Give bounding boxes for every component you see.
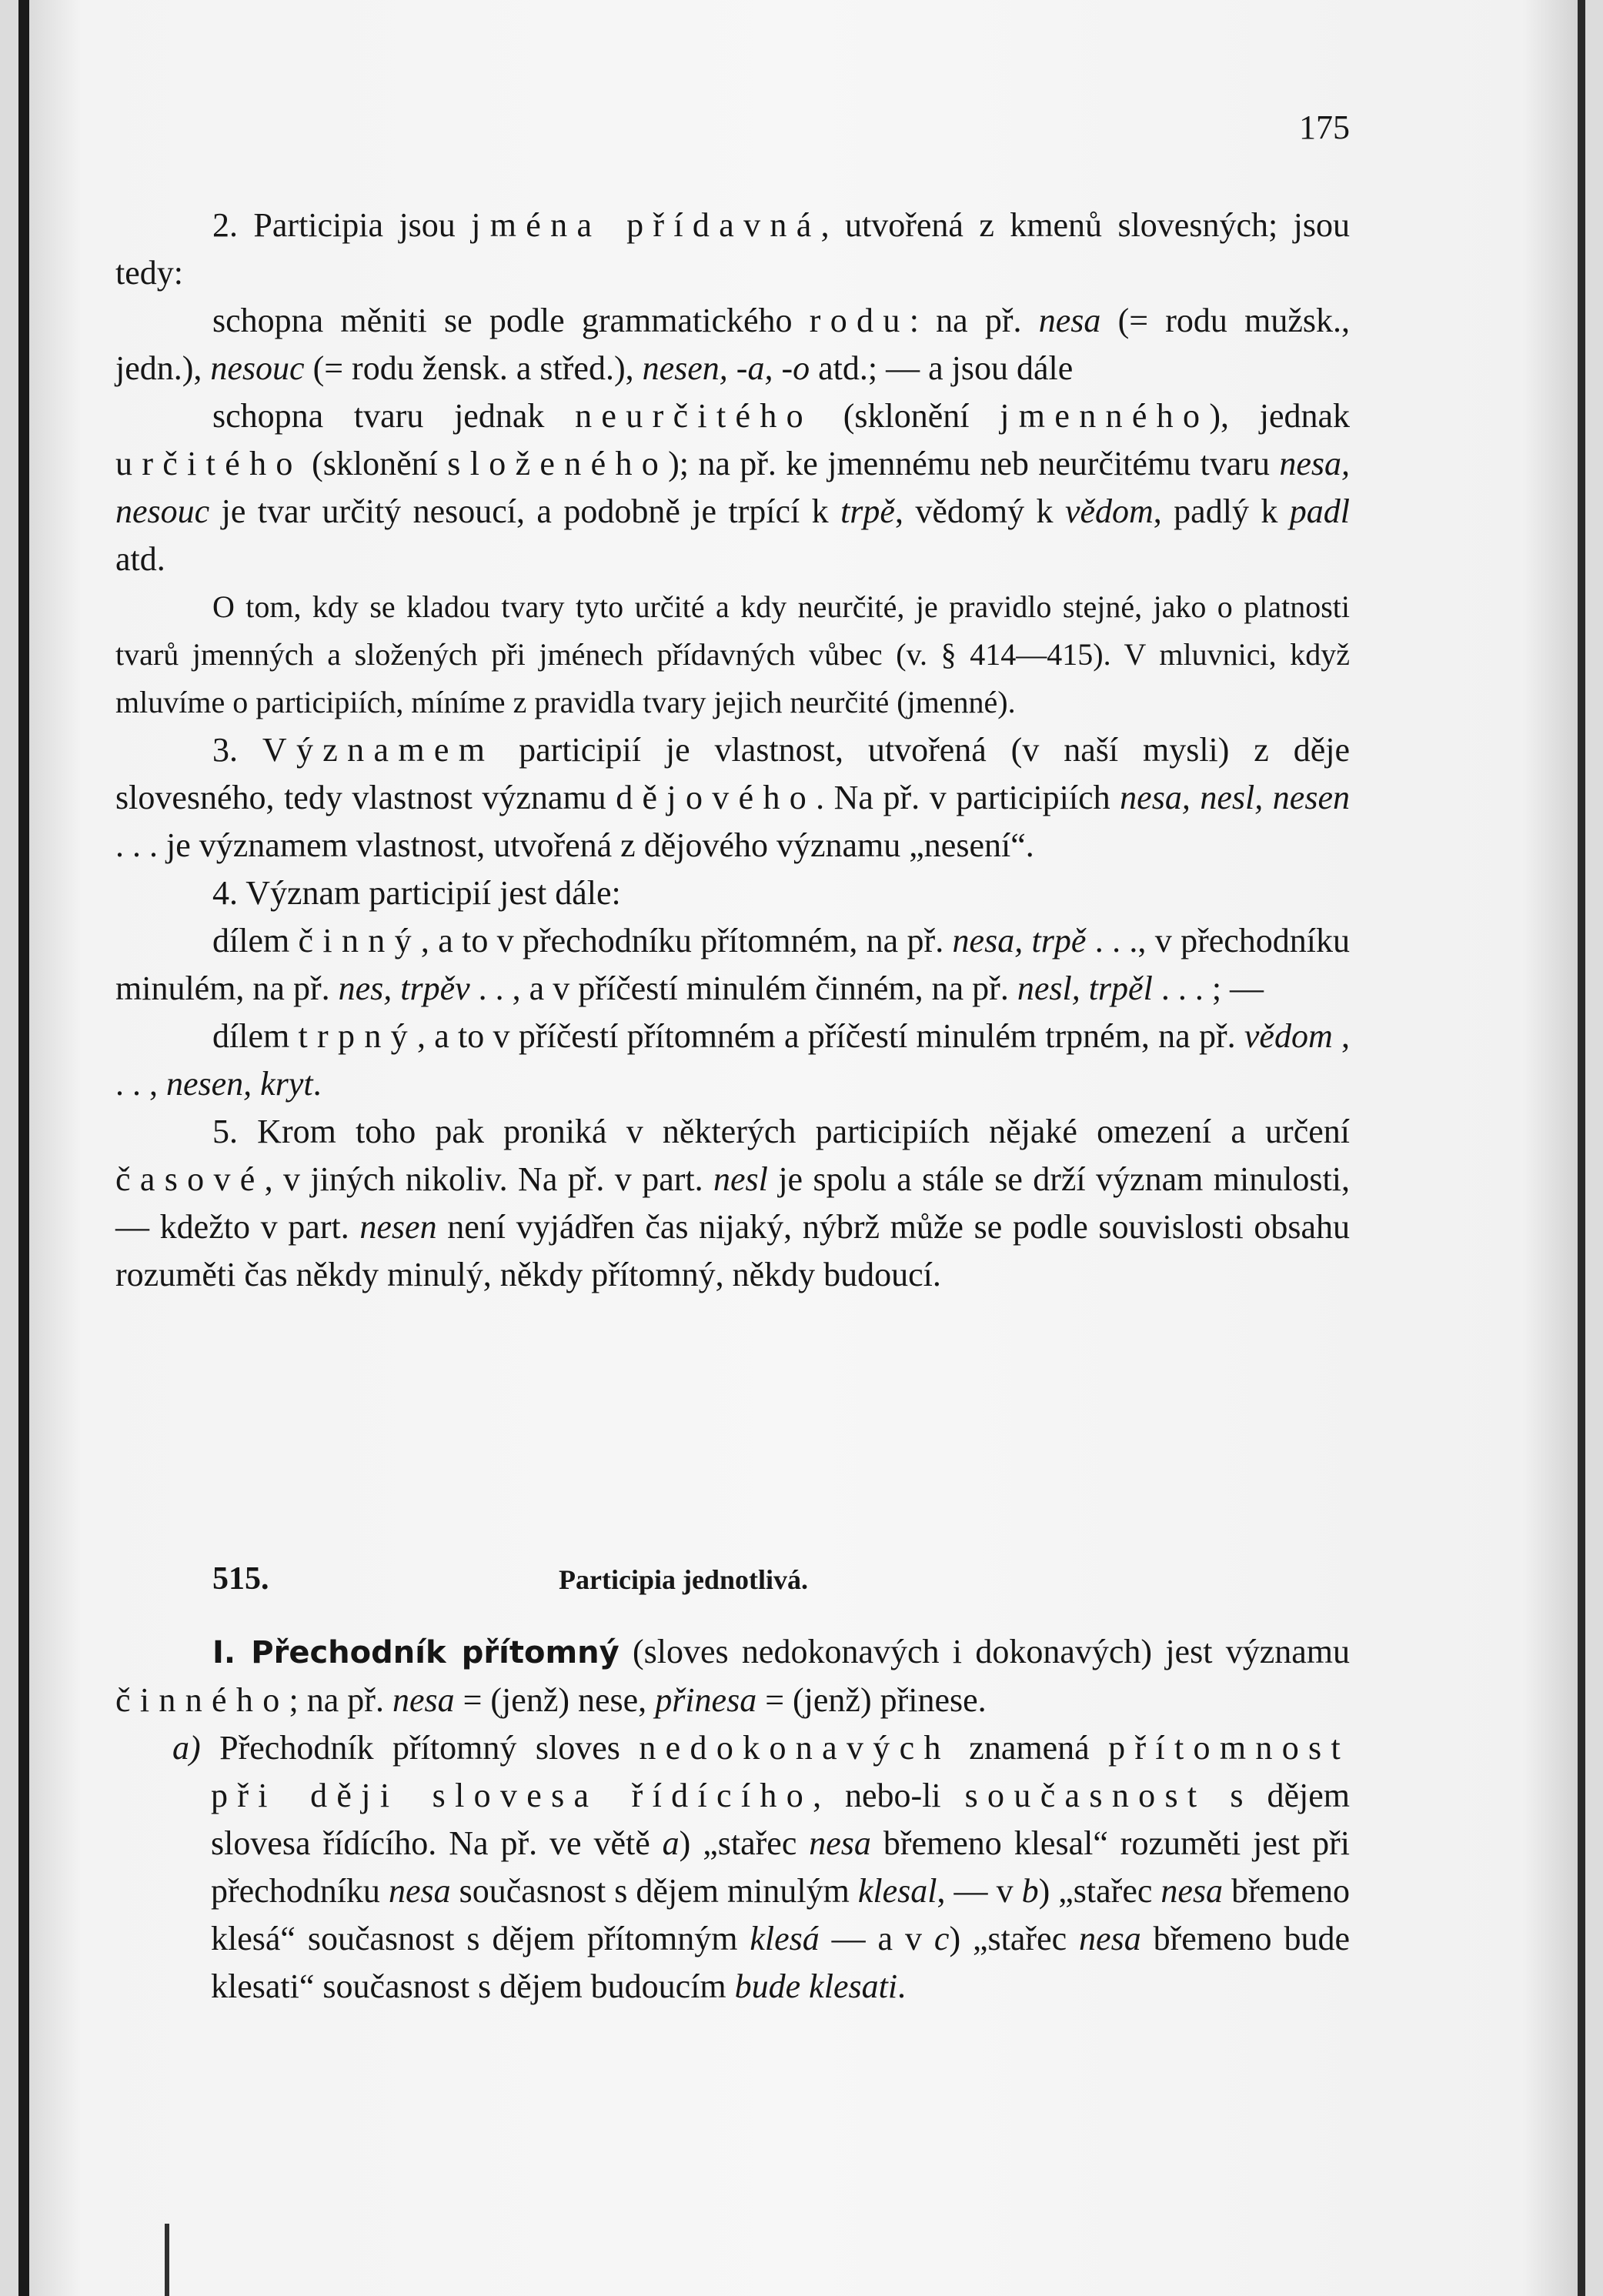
- page-number: 175: [1299, 108, 1350, 146]
- scan-edge-bottom: [165, 2224, 169, 2296]
- paragraph-i: I. Přechodník přítomný (sloves nedokonavých i dokonavých) jest významu činného; na př. nesa = (jenž) nese, přinesa = (jenž) přinese.: [115, 1633, 1351, 1719]
- scan-edge-left: [18, 0, 29, 2296]
- paragraph-a: a) Přechodník přítomný sloves nedokonavých znamená přítomnost při ději slovesa řídícího, nebo-li současnost s dějem slovesa řídícího. Na př. ve větě a) „stařec nesa břemeno klesal“ rozuměti jest při přechodníku nesa současnost s dějem minulým klesal, — v b) „stařec nesa břemeno klesá“ současnost s dějem přítomným klesá — a v c) „stařec nesa břemeno bude klesati“ současnost s dějem budoucím bude klesati.: [172, 1729, 1351, 2005]
- scan-edge-right: [1578, 0, 1585, 2296]
- paragraph-2-line-2: schopna tvaru jednak neurčitého (sklonění jmenného), jednak určitého (sklonění složeného); na př. ke jmennému neb neurčitému tvaru nesa, nesouc je tvar určitý nesoucí, a podobně je trpící k trpě, vědomý k vědom, padlý k padl atd.: [115, 397, 1351, 578]
- section-1-text: [115, 202, 1350, 1299]
- paragraph-3: 3. Významem participií je vlastnost, utvořená (v naší mysli) z děje slovesného, tedy vlastnost významu dějového. Na př. v participiích nesa, nesl, nesen . . . je významem vlastnost, utvořená z dějového významu „nesení“.: [115, 731, 1351, 864]
- paragraph-4: 4. Význam participií jest dále:: [212, 874, 621, 912]
- section-number: 515.: [212, 1561, 269, 1597]
- paragraph-5: 5. Krom toho pak proniká v některých participiích nějaké omezení a určení časové, v jiných nikoliv. Na př. v part. nesl je spolu a stále se drží význam minulosti, — kdežto v part. nesen není vyjádřen čas nijaký, nýbrž může se podle souvislosti obsahu rozuměti čas někdy minulý, někdy přítomný, někdy budoucí.: [115, 1113, 1350, 1293]
- paragraph-4-line-1: dílem činný, a to v přechodníku přítomném, na př. nesa, trpě . . ., v přechodníku minulém, na př. nes, trpěv . . , a v příčestí minulém činném, na př. nesl, trpěl . . . ; —: [115, 922, 1351, 1007]
- note-paragraph: O tom, kdy se kladou tvary tyto určité a kdy neurčité, je pravidlo stejné, jako o platnosti tvarů jmenných a složených při jménech přídavných vůbec (v. § 414—415). V mluvnici, když mluvíme o participiích, míníme z pravidla tvary jejich neurčité (jmenné).: [115, 589, 1350, 719]
- section-title: Participia jednotlivá.: [559, 1564, 808, 1595]
- paragraph-2: 2. Participia jsou jména přídavná, utvořená z kmenů slovesných; jsou tedy:: [115, 206, 1350, 292]
- paragraph-4-line-2: dílem trpný, a to v příčestí přítomném a příčestí minulém trpném, na př. vědom , . . , nesen, kryt.: [115, 1017, 1351, 1103]
- section-2-text: [115, 1628, 1350, 2011]
- paragraph-2-line-1: schopna měniti se podle grammatického rodu: na př. nesa (= rodu mužsk., jedn.), nesouc (= rodu žensk. a střed.), nesen, -a, -o atd.; — a jsou dále: [115, 302, 1351, 387]
